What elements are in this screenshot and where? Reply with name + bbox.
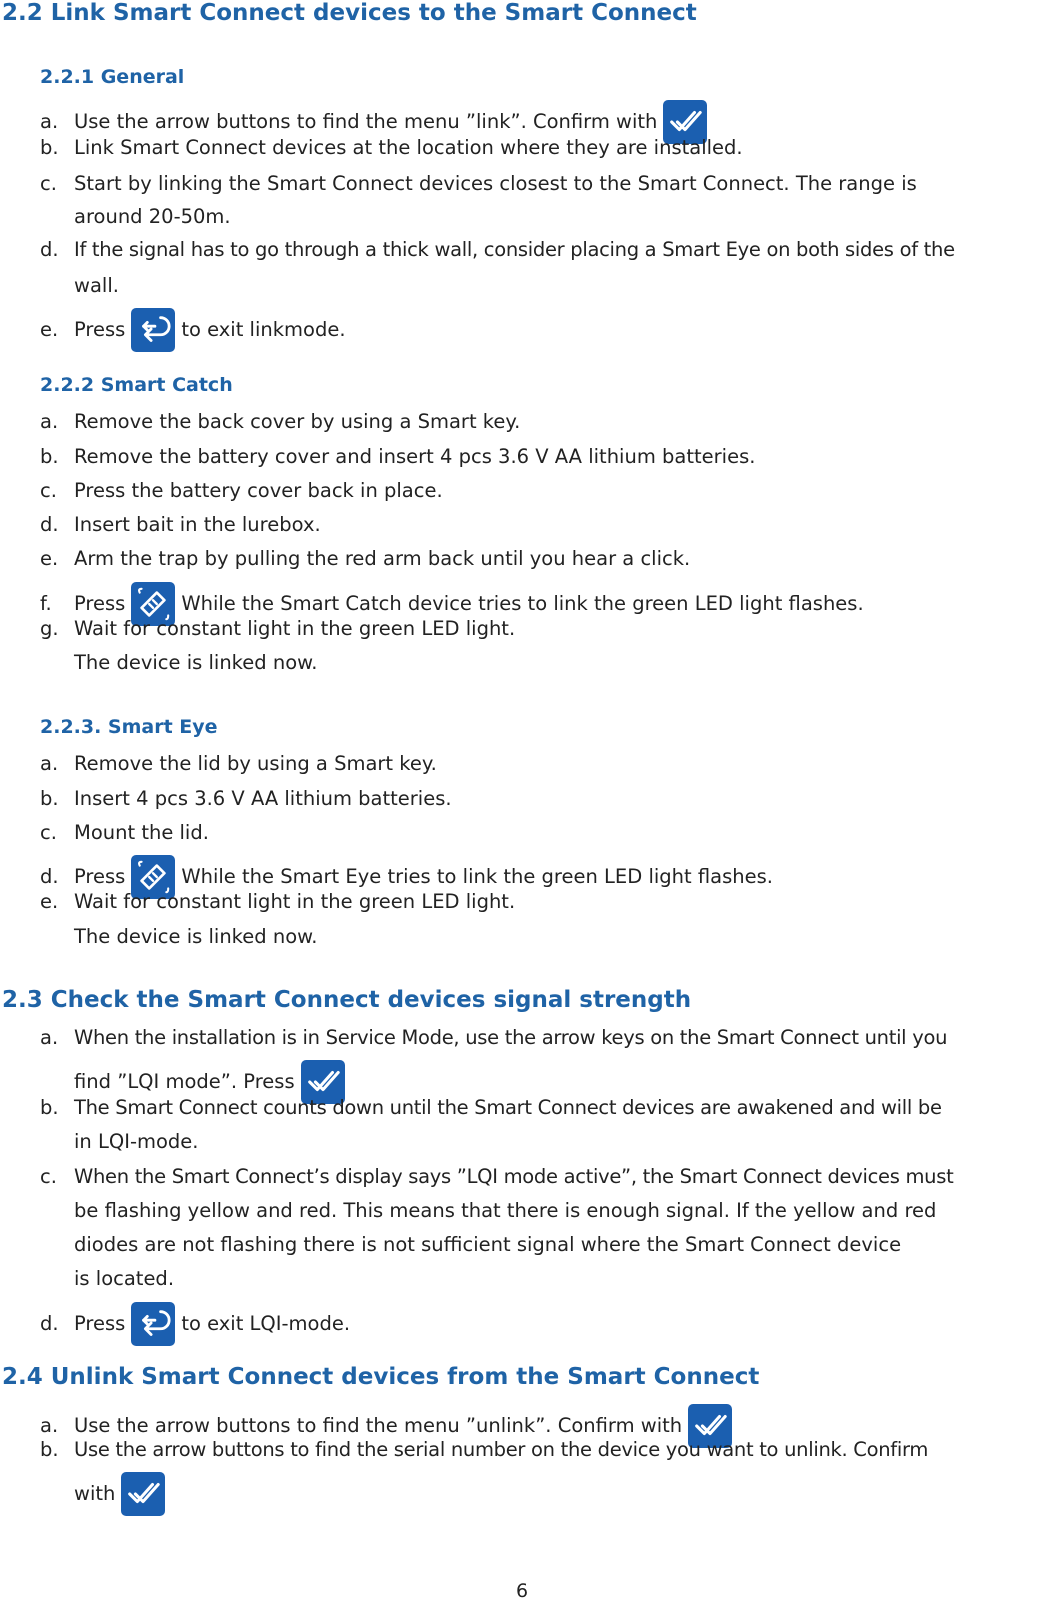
section-2-2-title: 2.2 Link Smart Connect devices to the Smart Connect <box>2 0 697 26</box>
list-item: c. Press the battery cover back in place. <box>40 479 443 502</box>
list-item: b. Insert 4 pcs 3.6 V AA lithium batteries. <box>40 787 452 810</box>
list-item: b. Use the arrow buttons to find the serial number on the device you want to unlink. Confirm <box>40 1438 929 1461</box>
subsection-smart-catch-title: 2.2.2 Smart Catch <box>40 374 233 396</box>
list-item-continuation: be flashing yellow and red. This means that there is enough signal. If the yellow and red <box>74 1199 937 1222</box>
list-item-continuation: The device is linked now. <box>74 651 318 674</box>
list-item-continuation: around 20-50m. <box>74 205 231 228</box>
list-item: a. Use the arrow buttons to find the menu ”unlink”. Confirm with <box>40 1404 738 1448</box>
list-item: a. When the installation is in Service Mode, use the arrow keys on the Smart Connect until you <box>40 1026 948 1049</box>
list-item: b. Link Smart Connect devices at the location where they are installed. <box>40 136 743 159</box>
list-item: d. Press While the Smart Eye tries to link the green LED light flashes. <box>40 855 773 899</box>
list-item: e. Arm the trap by pulling the red arm back until you hear a click. <box>40 547 691 570</box>
list-item-continuation: wall. <box>74 274 119 297</box>
double-check-icon <box>121 1472 165 1516</box>
subsection-smart-eye-title: 2.2.3. Smart Eye <box>40 716 218 738</box>
list-item-continuation: in LQI-mode. <box>74 1130 199 1153</box>
list-item: d. If the signal has to go through a thick wall, consider placing a Smart Eye on both sides of the <box>40 238 955 261</box>
list-item: b. Remove the battery cover and insert 4 pcs 3.6 V AA lithium batteries. <box>40 445 756 468</box>
list-item: d. Press to exit LQI-mode. <box>40 1302 350 1346</box>
back-arrow-icon <box>131 1302 175 1346</box>
list-item: a. Remove the back cover by using a Smart key. <box>40 410 521 433</box>
list-item: c. Mount the lid. <box>40 821 209 844</box>
list-item: d. Insert bait in the lurebox. <box>40 513 321 536</box>
page-number: 6 <box>515 1580 529 1602</box>
list-item: c. Start by linking the Smart Connect devices closest to the Smart Connect. The range is <box>40 172 917 195</box>
list-item-continuation: with <box>74 1472 171 1516</box>
section-2-3-title: 2.3 Check the Smart Connect devices signal strength <box>2 987 692 1013</box>
subsection-general-title: 2.2.1 General <box>40 66 185 88</box>
list-item: e. Wait for constant light in the green LED light. <box>40 890 516 913</box>
list-item-continuation: is located. <box>74 1267 175 1290</box>
list-item: f. Press While the Smart Catch device tries to link the green LED light flashes. <box>40 582 864 626</box>
list-item: b. The Smart Connect counts down until the Smart Connect devices are awakened and will be <box>40 1096 942 1119</box>
list-item-continuation: The device is linked now. <box>74 925 318 948</box>
list-item: c. When the Smart Connect’s display says ”LQI mode active”, the Smart Connect devices must <box>40 1165 954 1188</box>
list-item: g. Wait for constant light in the green LED light. <box>40 617 516 640</box>
list-item: a. Remove the lid by using a Smart key. <box>40 752 437 775</box>
list-item: e. Press to exit linkmode. <box>40 308 346 352</box>
back-arrow-icon <box>131 308 175 352</box>
list-item: a. Use the arrow buttons to find the menu ”link”. Confirm with <box>40 100 713 144</box>
list-item-continuation: find ”LQI mode”. Press <box>74 1060 351 1104</box>
section-2-4-title: 2.4 Unlink Smart Connect devices from the Smart Connect <box>2 1364 760 1390</box>
list-item-continuation: diodes are not flashing there is not sufficient signal where the Smart Connect device <box>74 1233 902 1256</box>
